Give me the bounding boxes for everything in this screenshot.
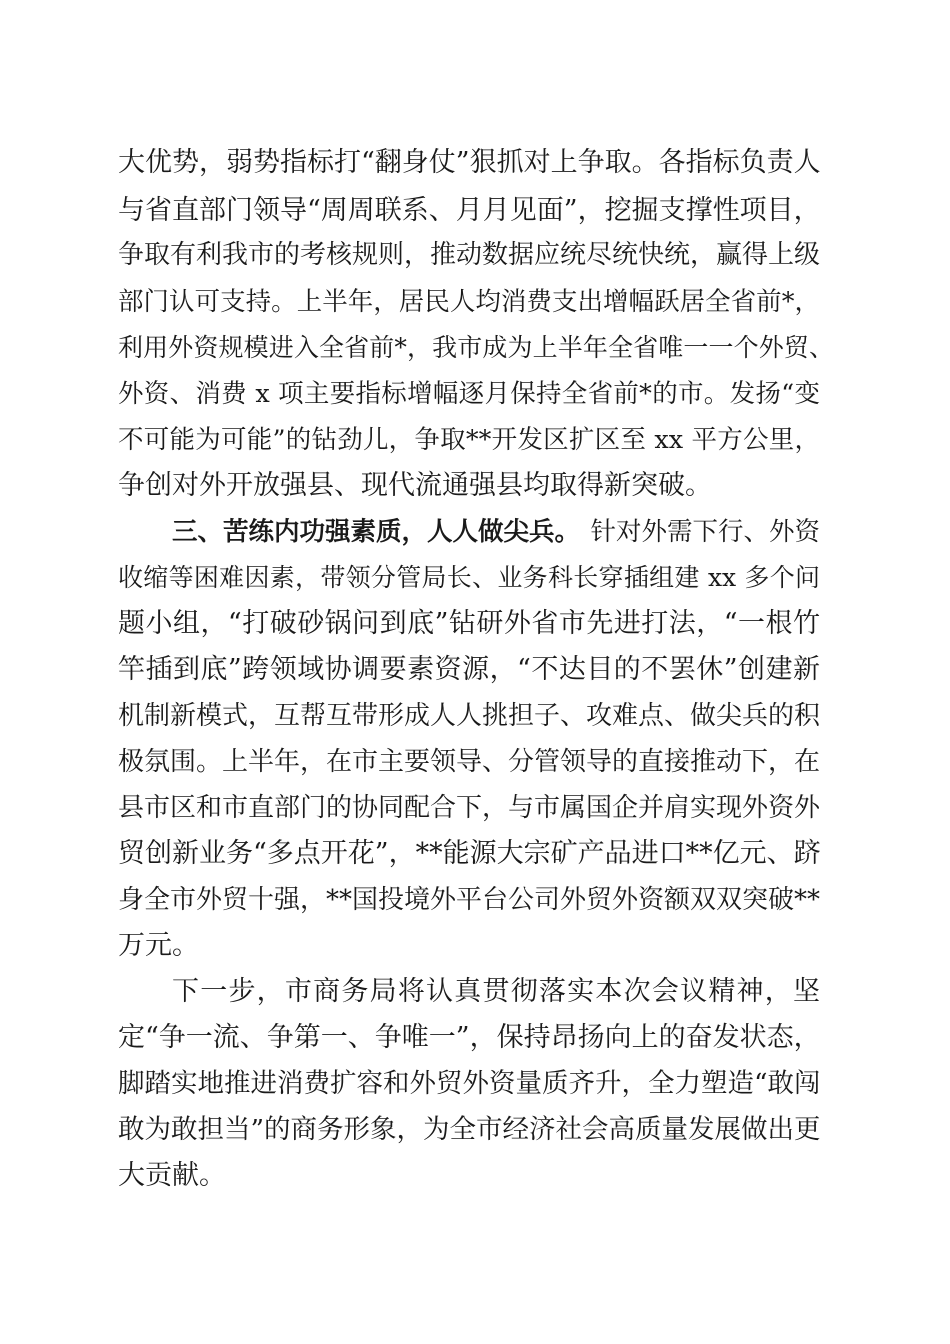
paragraph-1-line-2: 与省直部门领导“周周联系、月月见面”，挖掘支撑性项目， [118,195,821,226]
paragraph-2-line-3: 题小组，“打破砂锅问到底”钻研外省市先进打法，“一根竹 [118,608,820,639]
paragraph-1-line-1: 大优势，弱势指标打“翻身仗”狠抓对上争取。各指标负责人 [118,147,821,178]
paragraph-2-line-9: 身全市外贸十强，**国投境外平台公司外贸外资额双双突破** [118,885,821,915]
paragraph-3-line-4: 敢为敢担当”的商务形象，为全市经济社会高质量发展做出更 [118,1114,821,1145]
paragraph-1-line-4: 部门认可支持。上半年，居民人均消费支出增幅跃居全省前*， [118,287,820,317]
paragraph-2-line-8: 贸创新业务“多点开花”，**能源大宗矿产品进口**亿元、跻 [118,838,821,869]
paragraph-2-line-2: 收缩等困难因素，带领分管局长、业务科长穿插组建 xx 多个问 [118,563,820,592]
paragraph-3-line-2: 定“争一流、争第一、争唯一”，保持昂扬向上的奋发状态， [118,1022,821,1053]
paragraph-2-line-6: 极氛围。上半年，在市主要领导、分管领导的直接推动下，在 [118,747,821,777]
paragraph-1-line-5: 利用外资规模进入全省前*，我市成为上半年全省唯一一个外贸、 [118,333,834,362]
paragraph-2-line-10: 万元。 [118,930,199,961]
paragraph-1-line-7: 不可能为可能”的钻劲儿，争取**开发区扩区至 xx 平方公里， [118,425,820,455]
paragraph-1-line-6: 外资、消费 x 项主要指标增幅逐月保持全省前*的市。发扬“变 [118,379,820,409]
paragraph-3-line-5: 大贡献。 [118,1160,226,1191]
paragraph-2-line-7: 县市区和市直部门的协同配合下，与市属国企并肩实现外资外 [118,793,821,823]
paragraph-2-line-4: 竿插到底”跨领域协调要素资源，“不达目的不罢休”创建新 [118,654,820,685]
paragraph-1-line-3: 争取有利我市的考核规则，推动数据应统尽统快统，赢得上级 [118,240,821,270]
paragraph-1-line-8: 争创对外开放强县、现代流通强县均取得新突破。 [118,470,712,501]
paragraph-2-line-1-text: 针对外需下行、外资 [590,517,820,547]
paragraph-3-line-1: 下一步，市商务局将认真贯彻落实本次会议精神，坚 [172,976,820,1007]
paragraph-2-line-5: 机制新模式，互帮互带形成人人挑担子、攻难点、做尖兵的积 [118,701,821,731]
section-heading: 三、苦练内功强素质，人人做尖兵。 [172,517,581,547]
paragraph-3-line-3: 脚踏实地推进消费扩容和外贸外资量质齐升，全力塑造“敢闯 [118,1068,821,1099]
paragraph-2-line-1 [172,515,820,549]
